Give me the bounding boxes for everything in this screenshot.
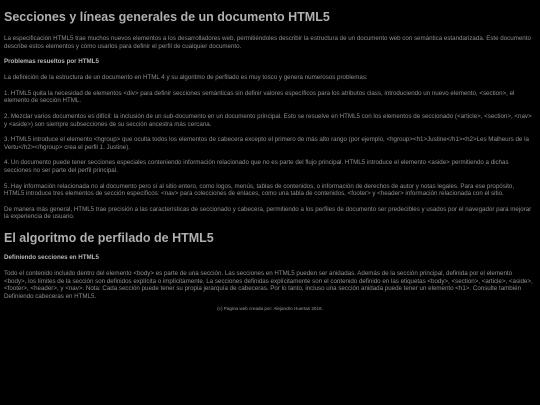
intro-paragraph: La especificación HTML5 trae muchos nuevos elementos a los desarrolladores web, permitiéndoles describir la estructura de un documento web con semántica estandarizada. Este documento describe estos elementos y cómo usarlos para definir el perfil de cualquier documento. [4, 35, 531, 50]
problem-item-1: 1. HTML5 quita la necesidad de elementos <div> para definir secciones semánticas sin definir valores específicos para los atributos class, introduciendo un nuevo elemento, <section>, el elemento de sección HTML. [4, 89, 515, 105]
problem-item-5: 5. Hay información relacionada no al documento pero sí al sitio entero, como logos, menús, tablas de contenidos, o información de derechos de autor y notas legales. Para ese propósito, HTML5 introduce tres elementos de sección específicos: <nav> para colecciones de enlaces, como una tabla de contenidos, <footer> y <header> información relacionada con el sitio. [4, 182, 515, 198]
problem-item-2: 2. Mezclar varios documentos es difícil: la inclusión de un sub-documento en un documento principal. Esto se resuelve en HTML5 con los elementos de seccionado (<article>, <section>, <nav> y <aside>) son siempre subsecciones de su sección ancestra más cercana. [4, 112, 532, 128]
problems-intro-paragraph: La definición de la estructura de un documento en HTML 4 y su algoritmo de perfilado es muy tosco y genera numerosos problemas: [4, 74, 368, 82]
algorithm-title: El algoritmo de perfilado de HTML5 [4, 230, 214, 245]
section-heading-problems: Problemas resueltos por HTML5 [4, 58, 99, 66]
problem-item-3: 3. HTML5 introduce el elemento <hgroup> que oculta todos los elementos de cabecera excepto el primero de más alto rango (por ejemplo, <hgroup><h1>Justine</h1><h2>Les Malheurs de la Vertu</h2></hgroup> crea el perfil 1. Justine). [4, 136, 529, 151]
page-title: Secciones y líneas generales de un documento HTML5 [4, 10, 330, 24]
summary-paragraph: De manera más general, HTML5 trae precisión a las características de seccionado y cabecera, permitiendo a los perfiles de documento ser predecibles y usados por el navegador para mejorar la experiencia de usuario. [4, 205, 532, 221]
defining-paragraph: Todo el contenido incluido dentro del elemento <body> es parte de una sección. Las secciones en HTML5 pueden ser anidadas. Además de la sección principal, definida por el elemento <body>, los límites de la sección son definidos explícita o implícitamente. La secciones definidas explícitamente son el contenido definido en las etiquetas <body>, <section>, <article>, <aside>, <footer>, <header>, y <nav>. Nota: Cada sección puede tener su propia jerarquía de cabeceras. Por lo tanto, incluso una sección anidada puede tener un elemento <h1>. Consulte también Definiendo cabeceras en HTML5. [4, 269, 533, 300]
problem-item-4: 4. Un documento puede tener secciones especiales conteniendo información relacionado que no es parte del flujo principal. HTML5 introduce el elemento <aside> permitiendo a dichas secciones no ser parte del perfil principal. [4, 159, 509, 174]
page-footer: (c) Pagina web creada por: Alejandro Huertas 2016. [217, 306, 323, 312]
section-heading-defining: Definiendo secciones en HTML5 [4, 253, 99, 261]
